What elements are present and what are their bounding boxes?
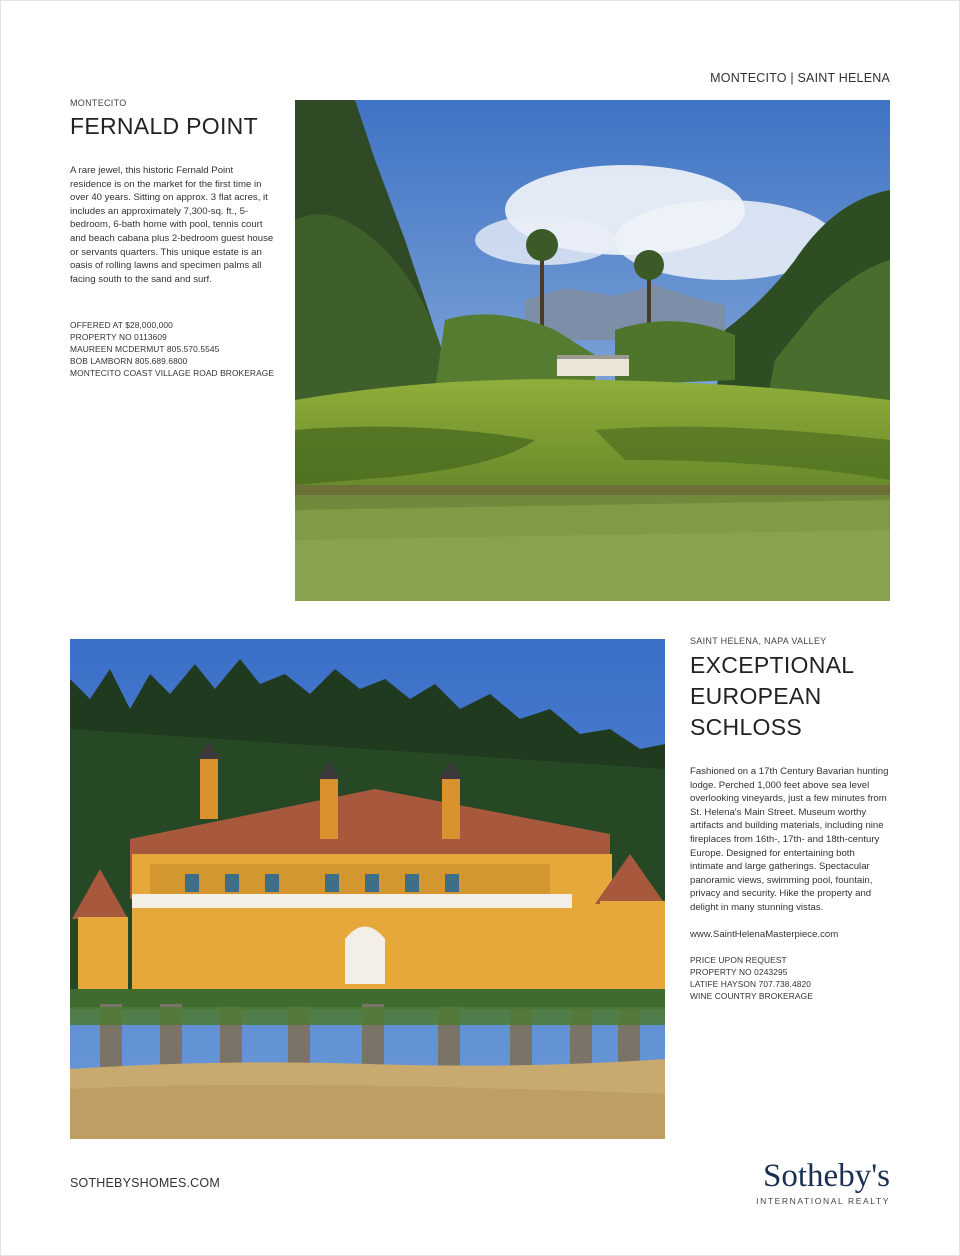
listing-1-agent-2: BOB LAMBORN 805.689.6800 [70,356,188,367]
listing-2-property-no: PROPERTY NO 0243295 [690,966,788,977]
schloss-photo [70,639,665,1139]
listing-2-brokerage: WINE COUNTRY BROKERAGE [690,990,813,1001]
listing-1-agent-1: MAUREEN MCDERMUT 805.570.5545 [70,344,220,355]
listing-2-price: PRICE UPON REQUEST [690,954,787,965]
listing-2-description: Fashioned on a 17th Century Bavarian hunting lodge. Perched 1,000 feet above sea level overlooking vineyards, just a few minutes from St. Helena's Main Street. Museum worthy artifacts and building materials, including nine fireplaces from 16th-, 17th- and 18th-century Europe. Designed for entertaining both intimate and large gatherings. Spectacular panoramic views, swimming pool, fountain, privacy and security. Hike the property and delight in many stunning vistas. [690,766,889,913]
listing-2-title [690,650,890,743]
listing-2-details [690,954,890,1002]
listing-1-text [70,98,275,379]
listing-1-location: MONTECITO [70,98,127,108]
listing-1-description: A rare jewel, this historic Fernald Point residence is on the market for the first time in over 40 years. Sitting on approx. 3 flat acres, it includes an approximately 7,300-sq. ft., 5-bedroom, 6-bath home with pool, tennis court and beach cabana plus 2-bedroom guest house or servants quarters. This unique estate is an oasis of rolling lawns and specimen palms all facing south to the sand and surf. [70,165,274,285]
header-locations: MONTECITO | SAINT HELENA [710,71,890,85]
sothebys-logo [756,1158,890,1206]
listing-1-title: FERNALD POINT [70,113,258,139]
listing-1-price: OFFERED AT $28,000,000 [70,320,173,331]
logo-subtitle: INTERNATIONAL REALTY [756,1196,890,1206]
logo-wordmark: Sotheby's [763,1158,890,1194]
listing-2-text [690,636,890,1002]
fernald-point-photo [295,100,890,601]
listing-1-details [70,319,275,379]
listing-1-brokerage: MONTECITO COAST VILLAGE ROAD BROKERAGE [70,368,275,379]
footer-website[interactable]: SOTHEBYSHOMES.COM [70,1176,220,1190]
listing-2-website[interactable]: www.SaintHelenaMasterpiece.com [690,928,839,940]
listing-2-agent: LATIFE HAYSON 707.738.4820 [690,978,811,989]
listing-2-title-line-1: EXCEPTIONAL [690,652,855,678]
listing-1-property-no: PROPERTY NO 0113609 [70,332,167,343]
listing-2-title-line-3: SCHLOSS [690,714,803,740]
listing-2-title-line-2: EUROPEAN [690,683,822,709]
listing-2-location: SAINT HELENA, NAPA VALLEY [690,636,827,646]
